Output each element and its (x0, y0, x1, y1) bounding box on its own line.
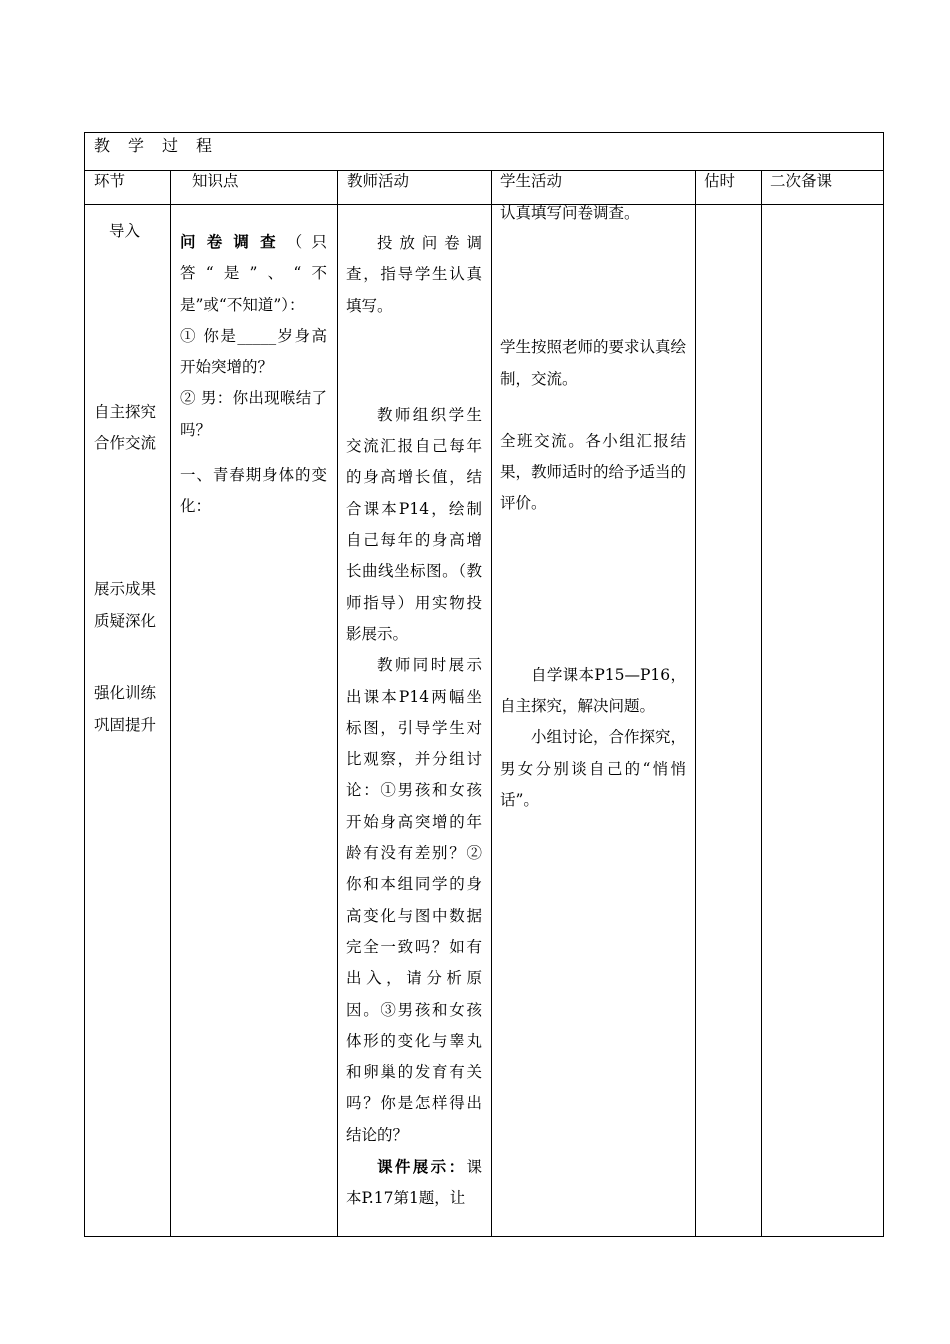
student-para-3: 全班交流。各小组汇报结果，教师适时的给予适当的评价。 (500, 431, 687, 513)
question-1: ① 你是_____岁身高开始突增的？ (180, 326, 327, 377)
col-header-time: 估时 (704, 172, 736, 190)
stage-explore-2: 合作交流 (94, 434, 157, 452)
student-cell (500, 198, 686, 816)
survey-label: 问卷调查 (180, 232, 287, 251)
student-para-2: 学生按照老师的要求认真绘制，交流。 (500, 338, 687, 388)
teacher-para-3: 教师同时展示出课本P14两幅坐标图，引导学生对比观察，并分组讨论：①男孩和女孩开始身高突增的年龄有没有差别？②你和本组同学的身高变化与图中数据完全一致吗？如有出入，请分析原因。③男孩和女孩体形的变化与睾丸和卵巢的发育有关吗？你是怎样得出结论的？ (346, 656, 482, 1144)
col-header-stage: 环节 (94, 172, 126, 190)
lesson-process-table (84, 132, 884, 1237)
survey-note: （只答“是”、“不是”或“不知道”）： (180, 233, 327, 314)
table-title: 教 学 过 程 (94, 136, 214, 155)
knowledge-cell (180, 226, 327, 523)
col-header-revision: 二次备课 (770, 172, 833, 190)
table-border-bottom (84, 1236, 884, 1237)
question-2: ② 男：你出现喉结了吗？ (180, 389, 327, 439)
section-heading: 一、青春期身体的变化： (180, 466, 327, 516)
stage-train-1: 强化训练 (94, 684, 157, 702)
stage-show-2: 质疑深化 (94, 612, 157, 630)
row-divider-header (84, 204, 884, 205)
table-border-right (883, 132, 884, 1237)
stage-train-2: 巩固提升 (94, 716, 157, 734)
col-divider-2 (337, 170, 338, 1237)
teacher-para-4 (346, 1151, 482, 1215)
courseware-text: 课本P.17第1题，让 (346, 1158, 482, 1208)
col-divider-3 (491, 170, 492, 1237)
survey-heading (180, 226, 327, 321)
col-header-knowledge: 知识点 (192, 172, 239, 190)
col-header-teacher: 教师活动 (347, 172, 410, 190)
col-header-student: 学生活动 (500, 172, 563, 190)
student-para-5: 小组讨论，合作探究，男女分别谈自己的“悄悄话”。 (500, 728, 687, 809)
col-divider-5 (761, 170, 762, 1237)
col-divider-4 (695, 170, 696, 1237)
table-border-left (84, 132, 85, 1237)
teacher-cell (346, 228, 482, 1215)
teacher-para-1: 投放问卷调查，指导学生认真填写。 (346, 234, 482, 315)
stage-intro: 导入 (109, 222, 141, 240)
stage-show-1: 展示成果 (94, 580, 157, 598)
courseware-label: 课件展示： (377, 1157, 467, 1177)
teacher-para-2: 教师组织学生交流汇报自己每年的身高增长值，结合课本P14，绘制自己每年的身高增长曲线坐标图。（教师指导）用实物投影展示。 (346, 405, 482, 643)
table-border-top (84, 132, 884, 133)
row-divider-title (84, 170, 884, 171)
col-divider-1 (170, 170, 171, 1237)
stage-explore-1: 自主探究 (94, 403, 157, 421)
student-para-4: 自学课本P15—P16，自主探究，解决问题。 (500, 665, 686, 716)
student-para-1: 认真填写问卷调查。 (500, 204, 640, 222)
